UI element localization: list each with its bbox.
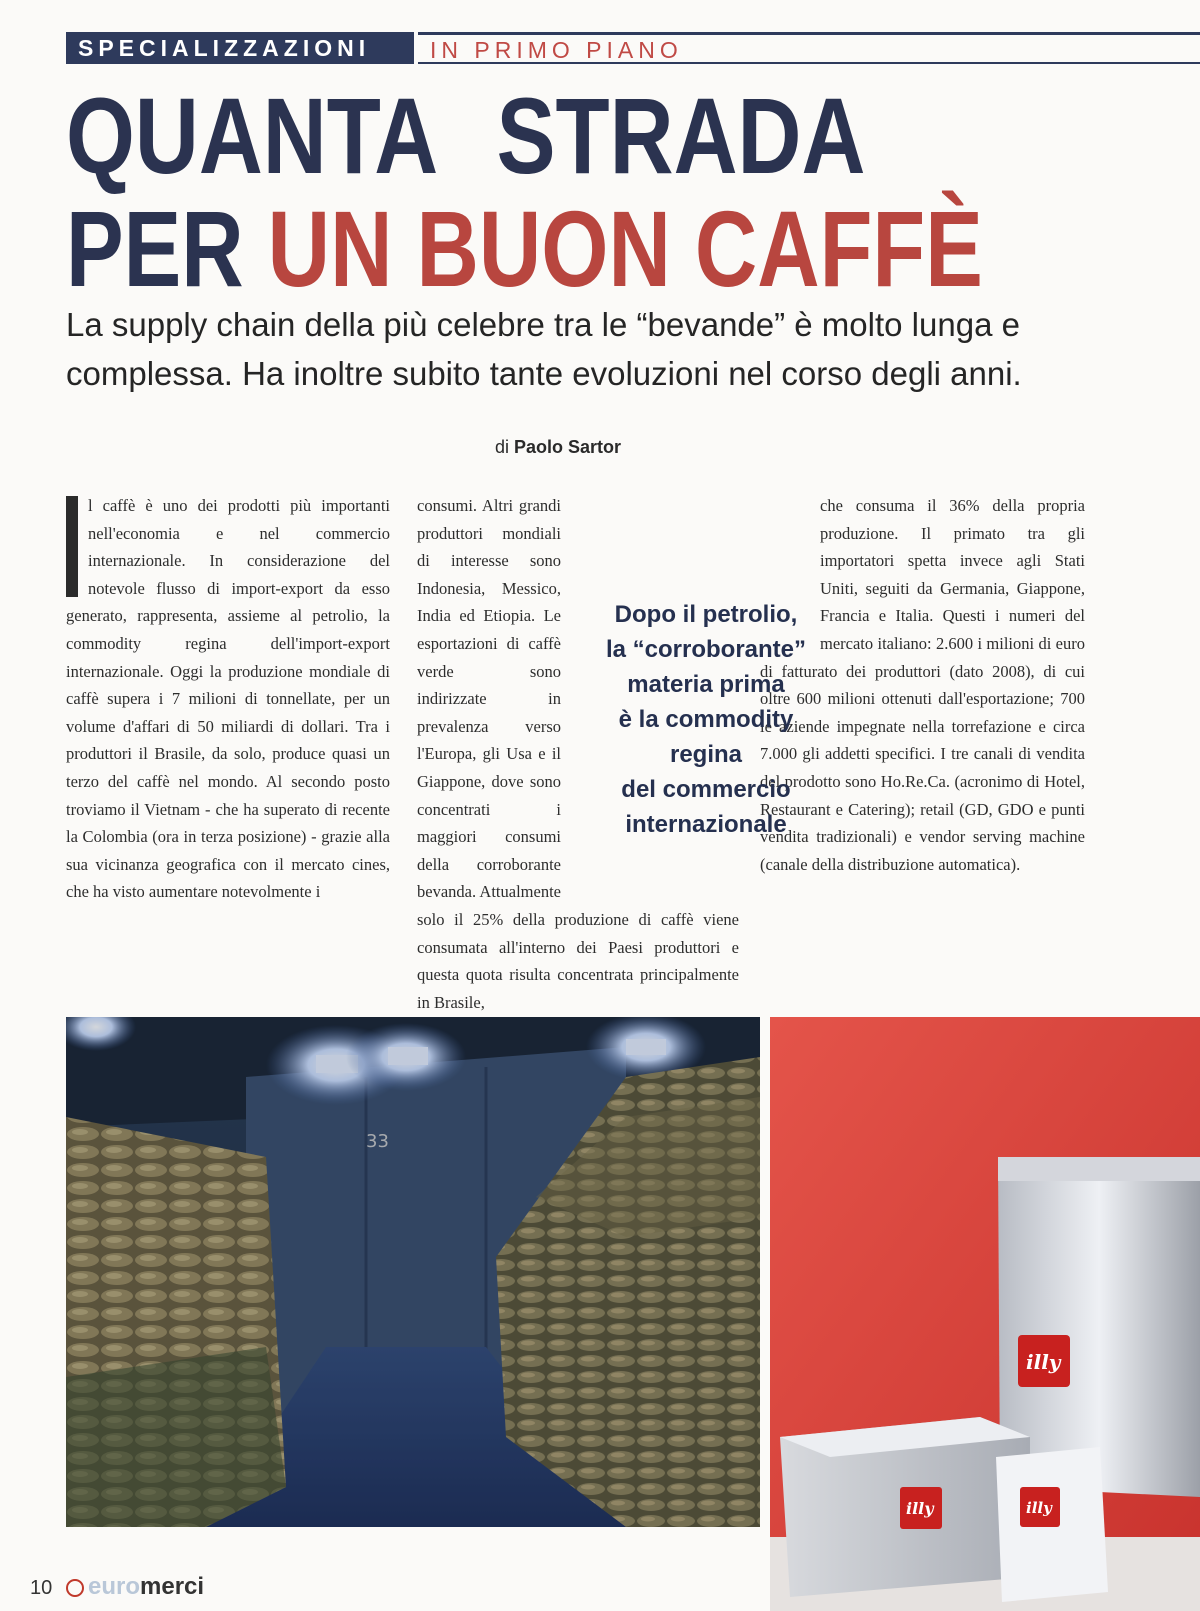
brand-label-pod: illy xyxy=(1026,1499,1052,1517)
illy-product-illustration xyxy=(770,1017,1200,1611)
logo-euro: euro xyxy=(88,1573,141,1600)
aisle-number-33: 33 xyxy=(366,1131,389,1152)
dropcap xyxy=(66,496,78,597)
pull-quote-line: Dopo il petrolio, xyxy=(614,601,798,628)
globe-icon xyxy=(66,1579,84,1597)
pull-quote-line: internazionale xyxy=(625,811,787,838)
pull-quote-line: è la commodity xyxy=(618,706,794,733)
pull-quote-line: regina xyxy=(669,741,743,768)
brand-label-box: illy xyxy=(906,1499,934,1518)
article-subtitle: La supply chain della più celebre tra le “bevande” è molto lunga e complessa. Ha inoltre subito tante evoluzioni nel corso degli anni. xyxy=(66,306,1022,392)
section-label-box xyxy=(66,32,414,64)
body-text-1: l caffè è uno dei prodotti più importanti nell'economia e nel commercio internazionale. In considerazione del notevole flusso di import-export da esso generato, rappresenta, assieme al petrolio, la commodity regina dell'import-export internazionale. Oggi la produzione mondiale di caffè supera i 7 milioni di tonnellate, per un volume d'affari di 50 miliardi di dollari. Tra i produttori il Brasile, da solo, produce quasi un terzo del caffè nel mondo. Al secondo posto troviamo il Vietnam - che ha superato di recente la Colombia (ora in terza posizione) - grazie alla sua vicinanza geografica con il mercato cines, che ha visto aumentare notevolmente i xyxy=(66,496,390,902)
warehouse-photo xyxy=(66,1017,760,1527)
pull-quote xyxy=(575,597,837,842)
headline-line1: QUANTA STRADA xyxy=(66,75,866,196)
section-label: SPECIALIZZAZIONI xyxy=(78,35,371,61)
warehouse-illustration xyxy=(66,1017,760,1527)
page-number: 10 xyxy=(30,1577,53,1599)
subsection-label: IN PRIMO PIANO xyxy=(430,37,683,63)
section-header xyxy=(66,32,1200,66)
logo-merci: merci xyxy=(140,1573,205,1600)
pull-quote-line: materia prima xyxy=(627,671,785,698)
subsection-bar xyxy=(418,32,1200,64)
pull-quote-line: del commercio xyxy=(621,776,791,803)
body-text-2: consumi. Altri grandi produttori mondiali di interesse sono Indonesia, Messico, India ed Etiopia. Le esportazioni di caffè verde sono indirizzate in prevalenza verso l'Europa, gli Usa e il Giappone, dove sono concentrati i maggiori consumi della corroborante bevanda. Attualmente solo il 25% della produzione di caffè viene consumata all'interno dei Paesi produttori e questa quota risulta concentrata principalmente in Brasile, xyxy=(417,496,739,1012)
magazine-logo xyxy=(66,1573,204,1601)
body-column-1 xyxy=(66,492,390,906)
pull-quote-line: la “corroborante” xyxy=(605,636,807,663)
headline-line2-black: PER xyxy=(66,188,244,309)
byline xyxy=(495,437,621,458)
brand-label-bag: illy xyxy=(1026,1350,1061,1374)
byline-author: Paolo Sartor xyxy=(514,437,622,457)
headline-line2 xyxy=(66,188,983,309)
product-photo xyxy=(770,1017,1200,1611)
headline-line2-red: UN BUON CAFFÈ xyxy=(267,188,983,309)
byline-prefix: di xyxy=(495,437,510,457)
body-text-3: che consuma il 36% della propria produzione. Il primato tra gli importatori spetta invece agli Stati Uniti, seguiti da Germania, Giappone, Francia e Italia. Questi i numeri del mercato italiano: 2.600 i milioni di euro di fatturato dei produttori (dato 2008), di cui oltre 600 milioni ottenuti dall'esportazione; 700 le aziende impegnate nella torrefazione e circa 7.000 gli addetti specifici. I tre canali di vendita del prodotto sono Ho.Re.Ca. (acronimo di Hotel, Restaurant e Catering); retail (GD, GDO e punti vendita tradizionali) e vendor serving machine (canale della distribuzione automatica). xyxy=(760,496,1085,874)
